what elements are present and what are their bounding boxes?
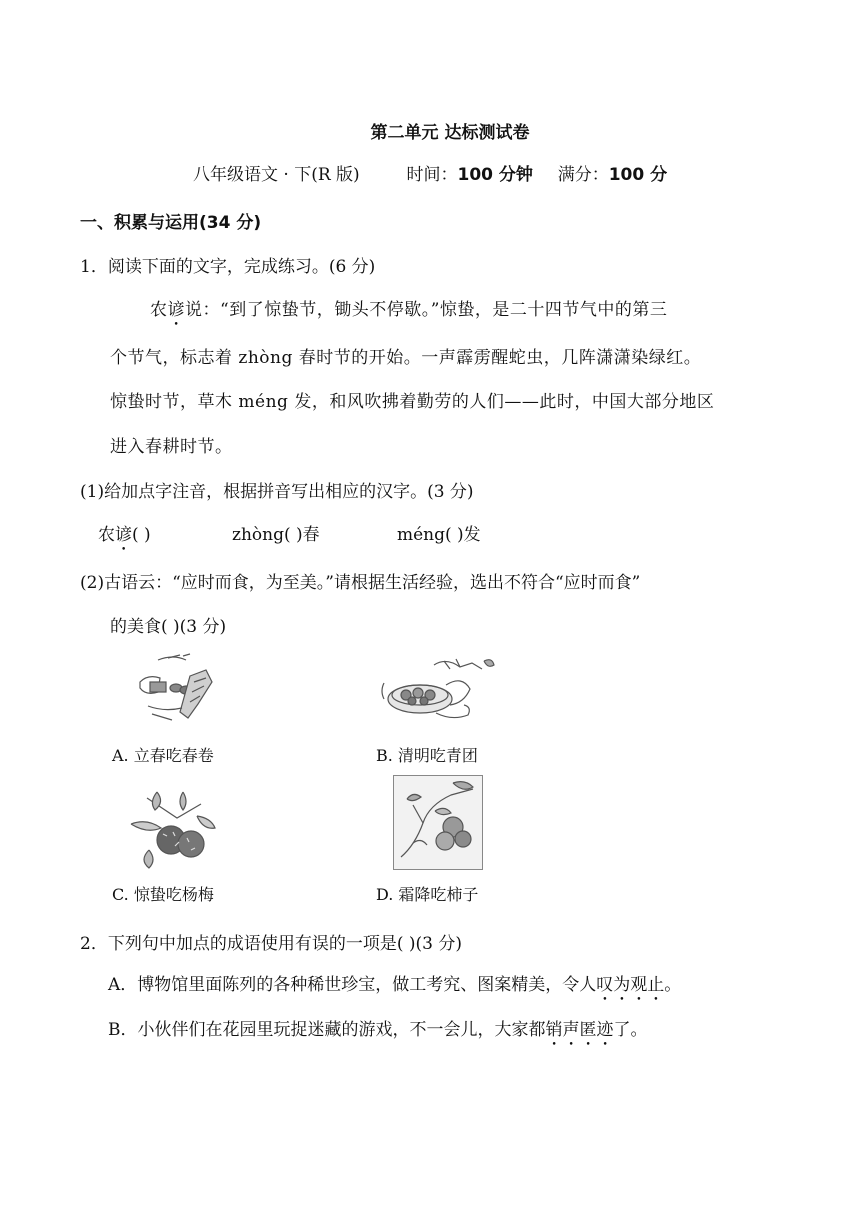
- sub-question-2-line-2: 的美食( )(3 分): [110, 617, 227, 637]
- spring-rolls-illustration: [128, 652, 220, 728]
- option-b: B. 清明吃青团: [376, 746, 478, 765]
- question-1-stem: 1．阅读下面的文字，完成练习。(6 分): [80, 257, 376, 277]
- passage-line-4: 进入春耕时节。: [110, 437, 233, 457]
- qingtuan-illustration: [376, 655, 500, 731]
- sub-question-2-line-1: (2)古语云：“应时而食，为至美。”请根据生活经验，选出不符合“应时而食”: [80, 573, 641, 593]
- dotted-idiom: 销声匿迹: [545, 1020, 614, 1040]
- persimmon-illustration: [393, 775, 483, 870]
- option-d: D. 霜降吃柿子: [376, 885, 479, 904]
- time-label: 时间：: [406, 165, 458, 185]
- page-title: 第二单元 达标测试卷: [370, 123, 530, 143]
- question-2-stem: 2．下列句中加点的成语使用有误的一项是( )(3 分): [80, 934, 462, 954]
- blank-3: méng( )发: [397, 525, 481, 545]
- option-a: A. 立春吃春卷: [112, 746, 214, 765]
- passage-line-2: 个节气，标志着 zhòng 春时节的开始。一声霹雳醒蛇虫，几阵潇潇染绿红。: [110, 348, 702, 368]
- dotted-char: 谚: [115, 525, 132, 545]
- score-value: 100 分: [608, 165, 668, 185]
- time-value: 100 分钟: [457, 165, 533, 185]
- option-c: C. 惊蛰吃杨梅: [112, 885, 214, 904]
- grade-label: 八年级语文 · 下(R 版): [193, 165, 360, 185]
- subtitle-row: [193, 160, 667, 185]
- dotted-idiom: 叹为观止: [596, 975, 665, 995]
- dotted-char: 谚: [167, 300, 185, 320]
- question-2-option-a: A．博物馆里面陈列的各种稀世珍宝，做工考究、图案精美，令人叹为观止。: [108, 975, 682, 995]
- question-2-option-b: B．小伙伴们在花园里玩捉迷藏的游戏，不一会儿，大家都销声匿迹了。: [108, 1020, 648, 1040]
- passage-line-3: 惊蛰时节，草木 méng 发，和风吹拂着勤劳的人们——此时，中国大部分地区: [110, 392, 715, 412]
- section-heading: 一、积累与运用(34 分): [80, 213, 262, 233]
- score-label: 满分：: [557, 165, 609, 185]
- blank-2: zhòng( )春: [232, 525, 320, 545]
- yangmei-illustration: [127, 788, 219, 870]
- sub-question-1: (1)给加点字注音，根据拼音写出相应的汉字。(3 分): [80, 482, 474, 502]
- passage-line-1: 农谚说：“到了惊蛰节，锄头不停歇。”惊蛰，是二十四节气中的第三: [150, 300, 668, 320]
- blank-1: 农谚( ): [98, 525, 151, 545]
